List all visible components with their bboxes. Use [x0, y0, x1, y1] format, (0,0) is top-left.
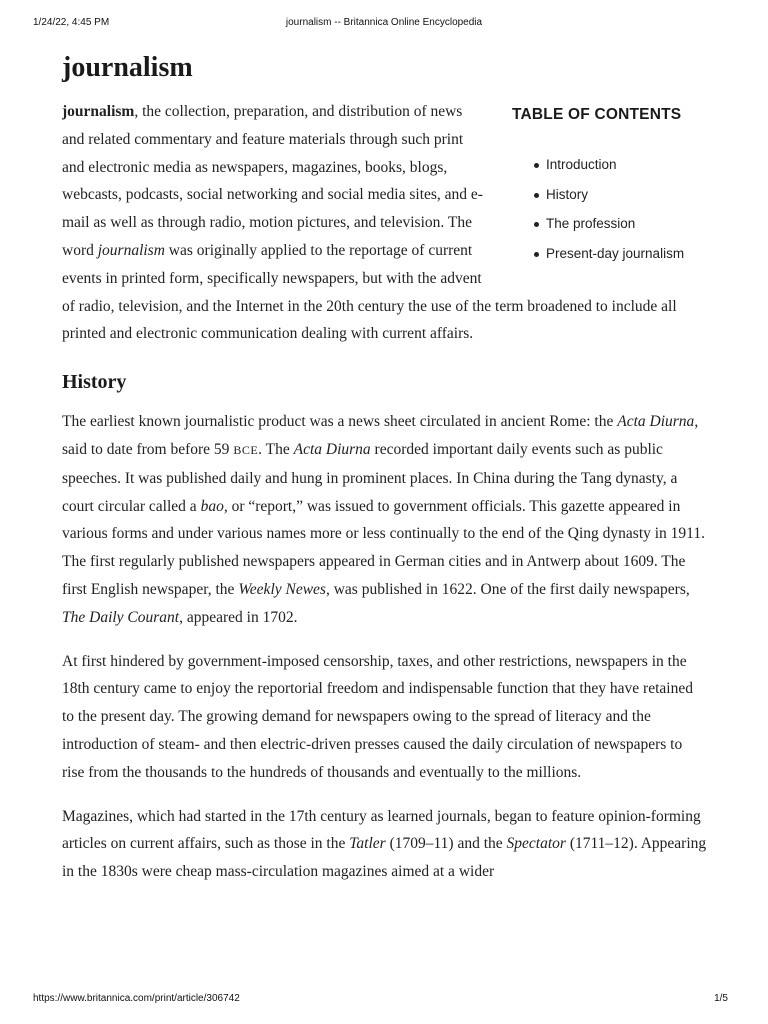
italic-title: Tatler [349, 835, 386, 853]
article [62, 48, 708, 886]
toc-item-the-profession[interactable]: The profession [512, 209, 708, 239]
italic-title: Acta Diurna [293, 440, 371, 458]
toc-item-introduction[interactable]: Introduction [512, 150, 708, 180]
intro-term: journalism [62, 103, 135, 120]
history-paragraph-2: At first hindered by government-imposed censorship, taxes, and other restrictions, newspapers in the 18th century came to enjoy the reportorial freedom and indispensable function that they have retained to the present day. The growing demand for newspapers owing to the spread of literacy and the introduction of steam- and then electric-driven presses caused the daily circulation of newspapers to rise from the thousands to the hundreds of thousands and eventually to the millions. [62, 652, 693, 781]
page-number: 1/5 [714, 993, 728, 1004]
toc-item-present-day-journalism[interactable]: Present-day journalism [512, 239, 708, 269]
italic-title: Acta Diurna [617, 413, 695, 431]
intro-text: , the collection, preparation, and distribution of news and related commentary and feature materials through such print and electronic media as newspapers, magazines, books, blogs, webcasts, podcasts, social networking and social media sites, and e-mail as well as through radio, motion pictures, and television. The word [62, 103, 483, 259]
italic-term: bao, [200, 497, 228, 515]
intro-italic-term: journalism [97, 241, 165, 259]
paragraph-text: or “report,” was issued to government officials. This gazette appeared in various forms and under various names more or less continually to the end of the Qing dynasty in 1911. The first regularly published newspapers appeared in German cities and in Antwerp about 1609. The first English newspaper, the [62, 497, 705, 598]
history-paragraph-1 [62, 408, 708, 631]
print-page-title: journalism -- Britannica Online Encyclopedia [285, 17, 483, 28]
paragraph-text: recorded important daily events such as public speeches. It was published daily and hung in prominent places. In China during the Tang dynasty, a court circular called a [62, 440, 678, 515]
article-title: journalism [62, 52, 193, 83]
paragraph-text: (1711–12). Appearing in the 1830s were cheap mass-circulation magazines aimed at a wider [62, 835, 707, 881]
print-footer [0, 993, 768, 1007]
paragraph-text: , was published in 1622. One of the first daily newspapers, [325, 580, 690, 598]
paragraph-text: (1709–11) and the [385, 835, 507, 853]
table-of-contents [508, 106, 708, 268]
italic-title: The Daily Courant [62, 608, 180, 626]
paragraph-text: The earliest known journalistic product was a news sheet circulated in ancient Rome: the [62, 413, 618, 431]
paragraph-text: Magazines, which had started in the 17th century as learned journals, began to feature opinion-forming articles on current affairs, such as those in the [62, 807, 701, 853]
print-url[interactable]: https://www.britannica.com/print/article/306742 [33, 993, 240, 1004]
toc-title: TABLE OF CONTENTS [512, 106, 682, 123]
paragraph-text: , said to date from before 59 [62, 413, 699, 458]
history-paragraph-3 [62, 803, 708, 886]
italic-title: Weekly Newes [238, 580, 326, 598]
history-heading: History [62, 371, 127, 394]
print-header [0, 17, 768, 31]
era-abbreviation: BCE [233, 442, 259, 457]
intro-text: was originally applied to the reportage of current events in printed form, specifically newspapers, but with the advent of radio, television, and the Internet in the 20th century the use of the term broadened to include all printed and electronic communication dealing with current affairs. [62, 241, 677, 343]
print-datetime: 1/24/22, 4:45 PM [33, 17, 110, 28]
toc-item-history[interactable]: History [512, 180, 708, 210]
paragraph-text: , appeared in 1702. [179, 608, 298, 626]
italic-title: Spectator [506, 835, 566, 853]
paragraph-text: . The [258, 440, 294, 458]
toc-list [508, 150, 708, 268]
